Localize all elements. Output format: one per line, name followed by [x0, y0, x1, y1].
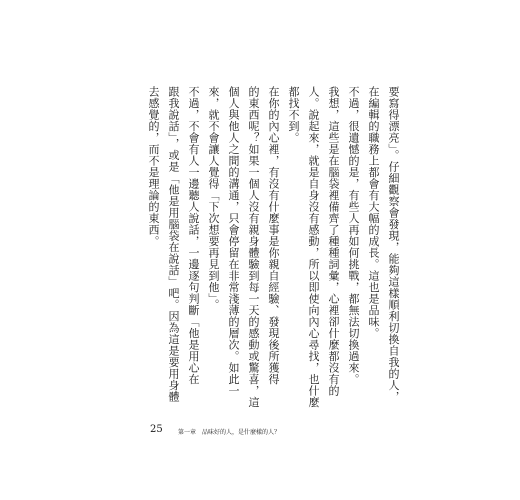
text-column-2: 在編輯的職務上都會有大幅的成長。這也是品味。	[367, 86, 380, 339]
text-column-7: 在你的內心裡，有沒有什麼事是你親自經驗、發現後所獲得	[267, 86, 280, 385]
chapter-title: 第一章 品味好的人，是什麼樣的人？	[178, 429, 281, 436]
text-column-5: 人。說起來，就是自身沒有感動，所以即使向內心尋找，也什麼	[307, 86, 320, 408]
text-column-10: 來，就不會讓人覺得「下次想要再見到他」。	[207, 86, 220, 311]
text-column-3: 不過，很遺憾的是，有些人再如何挑戰，都無法切換過來。	[347, 86, 360, 385]
text-column-11: 不過，不會有人一邊聽人說話，一邊逐句判斷「他是用心在	[187, 86, 200, 385]
page-number: 25	[150, 424, 163, 435]
vertical-text-block	[147, 86, 400, 408]
text-column-6: 都找不到。	[287, 86, 300, 144]
text-column-9: 個人與他人之間的溝通，只會停留在非常淺薄的層次。如此一	[227, 86, 240, 397]
text-column-13: 去感覺的，而不是理論的東西。	[147, 86, 160, 247]
text-column-8: 的東西呢？如果一個人沒有親身體驗到每一天的感動或驚喜，這	[247, 86, 260, 408]
text-column-1: 要寫得漂亮」。仔細觀察會發現，能夠這樣順利切換自我的人，	[387, 86, 400, 403]
text-column-4: 我想，這些是在腦袋裡備齊了種種詞彙，心裡卻什麼都沒有的	[327, 86, 340, 397]
text-column-12: 跟我說話」，或是「他是用腦袋在說話」吧。因為這是要用身體	[167, 86, 180, 403]
